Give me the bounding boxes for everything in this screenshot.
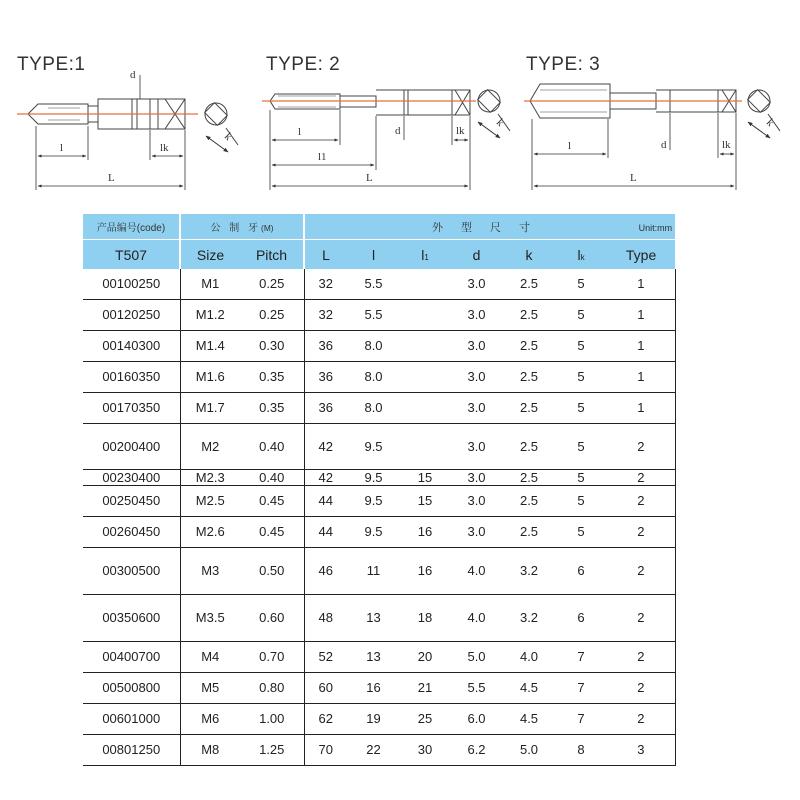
cell-pitch: 0.50 (240, 547, 304, 594)
cell-size: M2.6 (180, 516, 240, 547)
cell-l: 48 (304, 594, 347, 641)
table-row (83, 734, 675, 765)
cell-pitch: 1.00 (240, 703, 304, 734)
type-1-k-label: k (221, 130, 235, 144)
cell-k: 2.5 (503, 330, 555, 361)
cell-size: M4 (180, 641, 240, 672)
cell-l1: 18 (400, 594, 450, 641)
cell-l1 (400, 361, 450, 392)
table-row (83, 516, 675, 547)
cell-l: 5.5 (347, 299, 400, 330)
cell-l: 36 (304, 330, 347, 361)
cell-l: 9.5 (347, 469, 400, 485)
cell-l: 19 (347, 703, 400, 734)
cell-type: 3 (607, 734, 675, 765)
cell-l: 70 (304, 734, 347, 765)
cell-k: 4.0 (503, 641, 555, 672)
cell-l1: 30 (400, 734, 450, 765)
cell-l: 32 (304, 269, 347, 299)
cell-k: 2.5 (503, 269, 555, 299)
cell-l: 8.0 (347, 330, 400, 361)
cell-k: 2.5 (503, 516, 555, 547)
cell-code: 00170350 (83, 392, 180, 423)
cell-l: 13 (347, 594, 400, 641)
cell-type: 1 (607, 361, 675, 392)
cell-code: 00601000 (83, 703, 180, 734)
cell-type: 2 (607, 672, 675, 703)
cell-l1: 25 (400, 703, 450, 734)
table-row (83, 392, 675, 423)
cell-l: 52 (304, 641, 347, 672)
cell-code: 00500800 (83, 672, 180, 703)
cell-l1: 15 (400, 485, 450, 516)
cell-size: M2.3 (180, 469, 240, 485)
cell-d: 5.0 (450, 641, 503, 672)
cell-lk: 5 (555, 469, 607, 485)
cell-size: M2.5 (180, 485, 240, 516)
cell-pitch: 0.40 (240, 423, 304, 469)
cell-size: M8 (180, 734, 240, 765)
cell-lk: 8 (555, 734, 607, 765)
lk-header: lk (555, 240, 607, 270)
cell-l: 8.0 (347, 392, 400, 423)
cell-code: 00120250 (83, 299, 180, 330)
cell-code: 00100250 (83, 269, 180, 299)
L-header: L (304, 240, 347, 270)
type-3-l-label: l (568, 140, 572, 152)
cell-pitch: 1.25 (240, 734, 304, 765)
cell-l: 36 (304, 361, 347, 392)
table-row (83, 269, 675, 299)
cell-k: 2.5 (503, 299, 555, 330)
cell-lk: 5 (555, 423, 607, 469)
cell-pitch: 0.30 (240, 330, 304, 361)
cell-lk: 6 (555, 547, 607, 594)
cell-k: 3.2 (503, 547, 555, 594)
table-row (83, 469, 675, 485)
cell-type: 1 (607, 392, 675, 423)
cell-d: 3.0 (450, 392, 503, 423)
header-row-top (83, 214, 675, 240)
type-2-diagram (262, 54, 510, 190)
table-row (83, 641, 675, 672)
cell-pitch: 0.45 (240, 516, 304, 547)
cell-l: 9.5 (347, 485, 400, 516)
cell-l1: 21 (400, 672, 450, 703)
cell-size: M3.5 (180, 594, 240, 641)
type-1-diagram (17, 54, 238, 190)
cell-lk: 5 (555, 485, 607, 516)
cell-l1: 16 (400, 547, 450, 594)
cell-pitch: 0.25 (240, 299, 304, 330)
table-row (83, 330, 675, 361)
cell-type: 2 (607, 423, 675, 469)
type-1-lk-label: lk (160, 142, 169, 154)
cell-l: 9.5 (347, 516, 400, 547)
cell-code: 00300500 (83, 547, 180, 594)
series-header: T507 (83, 240, 180, 270)
cell-code: 00801250 (83, 734, 180, 765)
cell-code: 00350600 (83, 594, 180, 641)
cell-type: 2 (607, 469, 675, 485)
cell-k: 2.5 (503, 469, 555, 485)
type-2-lk-label: lk (456, 125, 465, 137)
cell-pitch: 0.25 (240, 269, 304, 299)
cell-lk: 5 (555, 299, 607, 330)
cell-lk: 7 (555, 703, 607, 734)
cell-type: 1 (607, 330, 675, 361)
cell-d: 6.2 (450, 734, 503, 765)
pitch-header: Pitch (240, 240, 304, 270)
cell-l: 46 (304, 547, 347, 594)
cell-l: 42 (304, 423, 347, 469)
cell-code: 00160350 (83, 361, 180, 392)
type-1-l-label: l (60, 142, 64, 154)
cell-l: 13 (347, 641, 400, 672)
cell-size: M1 (180, 269, 240, 299)
spec-table-container (83, 214, 675, 766)
table-row (83, 299, 675, 330)
dimensions-header: 外型尺寸 Unit:mm (304, 214, 675, 240)
cell-k: 4.5 (503, 672, 555, 703)
cell-l: 60 (304, 672, 347, 703)
cell-k: 2.5 (503, 485, 555, 516)
type-3-d-label: d (661, 139, 667, 151)
type-3-k-label: k (763, 116, 777, 130)
cell-l1: 16 (400, 516, 450, 547)
cell-lk: 5 (555, 330, 607, 361)
type-1-d-label: d (130, 69, 136, 81)
cell-pitch: 0.35 (240, 361, 304, 392)
unit-label: Unit:mm (638, 223, 673, 233)
k-header: k (503, 240, 555, 270)
cell-l: 44 (304, 516, 347, 547)
type-3-title: TYPE: 3 (526, 54, 601, 75)
cell-d: 4.0 (450, 594, 503, 641)
cell-l: 9.5 (347, 423, 400, 469)
cell-l1: 15 (400, 469, 450, 485)
cell-pitch: 0.35 (240, 392, 304, 423)
cell-pitch: 0.80 (240, 672, 304, 703)
l-header: l (347, 240, 400, 270)
cell-l1 (400, 299, 450, 330)
cell-code: 00200400 (83, 423, 180, 469)
cell-d: 3.0 (450, 361, 503, 392)
cell-pitch: 0.45 (240, 485, 304, 516)
cell-code: 00260450 (83, 516, 180, 547)
cell-size: M1.7 (180, 392, 240, 423)
cell-type: 2 (607, 641, 675, 672)
cell-d: 4.0 (450, 547, 503, 594)
cell-lk: 5 (555, 516, 607, 547)
table-row (83, 423, 675, 469)
cell-lk: 6 (555, 594, 607, 641)
cell-type: 1 (607, 269, 675, 299)
cell-code: 00400700 (83, 641, 180, 672)
table-row (83, 361, 675, 392)
type-2-d-label: d (395, 125, 401, 137)
metric-thread-header: 公 制 牙(M) (180, 214, 304, 240)
cell-lk: 7 (555, 641, 607, 672)
type-2-l-label: l (298, 126, 302, 138)
d-header: d (450, 240, 503, 270)
cell-k: 5.0 (503, 734, 555, 765)
cell-code: 00230400 (83, 469, 180, 485)
cell-l: 5.5 (347, 269, 400, 299)
cell-l: 44 (304, 485, 347, 516)
type-2-L-label: L (366, 172, 373, 184)
cell-l: 22 (347, 734, 400, 765)
cell-l1 (400, 269, 450, 299)
size-header: Size (180, 240, 240, 270)
cell-d: 3.0 (450, 423, 503, 469)
type-header: Type (607, 240, 675, 270)
table-row (83, 672, 675, 703)
cell-type: 2 (607, 703, 675, 734)
cell-lk: 5 (555, 361, 607, 392)
type-3-lk-label: lk (722, 139, 731, 151)
type-2-l1-label: l1 (318, 151, 327, 163)
cell-type: 2 (607, 594, 675, 641)
type-2-title: TYPE: 2 (266, 54, 341, 75)
cell-size: M3 (180, 547, 240, 594)
cell-type: 2 (607, 547, 675, 594)
type-3-L-label: L (630, 172, 637, 184)
cell-k: 2.5 (503, 361, 555, 392)
cell-lk: 5 (555, 269, 607, 299)
cell-type: 1 (607, 299, 675, 330)
cell-pitch: 0.60 (240, 594, 304, 641)
type-1-L-label: L (108, 172, 115, 184)
table-row (83, 594, 675, 641)
cell-code: 00140300 (83, 330, 180, 361)
cell-l1 (400, 423, 450, 469)
cell-size: M5 (180, 672, 240, 703)
cell-d: 3.0 (450, 269, 503, 299)
cell-l1 (400, 330, 450, 361)
cell-size: M1.4 (180, 330, 240, 361)
cell-k: 2.5 (503, 423, 555, 469)
cell-d: 3.0 (450, 330, 503, 361)
cell-size: M6 (180, 703, 240, 734)
cell-pitch: 0.40 (240, 469, 304, 485)
type-3-diagram (524, 54, 780, 190)
cell-type: 2 (607, 516, 675, 547)
table-row (83, 703, 675, 734)
cell-d: 5.5 (450, 672, 503, 703)
cell-d: 3.0 (450, 469, 503, 485)
cell-code: 00250450 (83, 485, 180, 516)
cell-d: 3.0 (450, 485, 503, 516)
tap-type-diagrams (0, 0, 800, 210)
type-1-title: TYPE:1 (17, 54, 86, 75)
cell-l1 (400, 392, 450, 423)
type-2-k-label: k (493, 116, 507, 130)
cell-lk: 5 (555, 392, 607, 423)
header-row-sub (83, 240, 675, 270)
cell-l: 11 (347, 547, 400, 594)
tap-spec-table (83, 214, 676, 766)
cell-d: 3.0 (450, 299, 503, 330)
cell-l: 32 (304, 299, 347, 330)
table-row (83, 547, 675, 594)
code-header: 产品编号(code) (83, 214, 180, 240)
cell-l: 8.0 (347, 361, 400, 392)
cell-d: 6.0 (450, 703, 503, 734)
cell-pitch: 0.70 (240, 641, 304, 672)
cell-l: 42 (304, 469, 347, 485)
cell-k: 3.2 (503, 594, 555, 641)
cell-l: 16 (347, 672, 400, 703)
cell-l: 36 (304, 392, 347, 423)
cell-size: M2 (180, 423, 240, 469)
cell-size: M1.6 (180, 361, 240, 392)
l1-header: l1 (400, 240, 450, 270)
cell-l: 62 (304, 703, 347, 734)
cell-type: 2 (607, 485, 675, 516)
table-row (83, 485, 675, 516)
cell-k: 2.5 (503, 392, 555, 423)
cell-k: 4.5 (503, 703, 555, 734)
cell-d: 3.0 (450, 516, 503, 547)
cell-l1: 20 (400, 641, 450, 672)
cell-lk: 7 (555, 672, 607, 703)
cell-size: M1.2 (180, 299, 240, 330)
